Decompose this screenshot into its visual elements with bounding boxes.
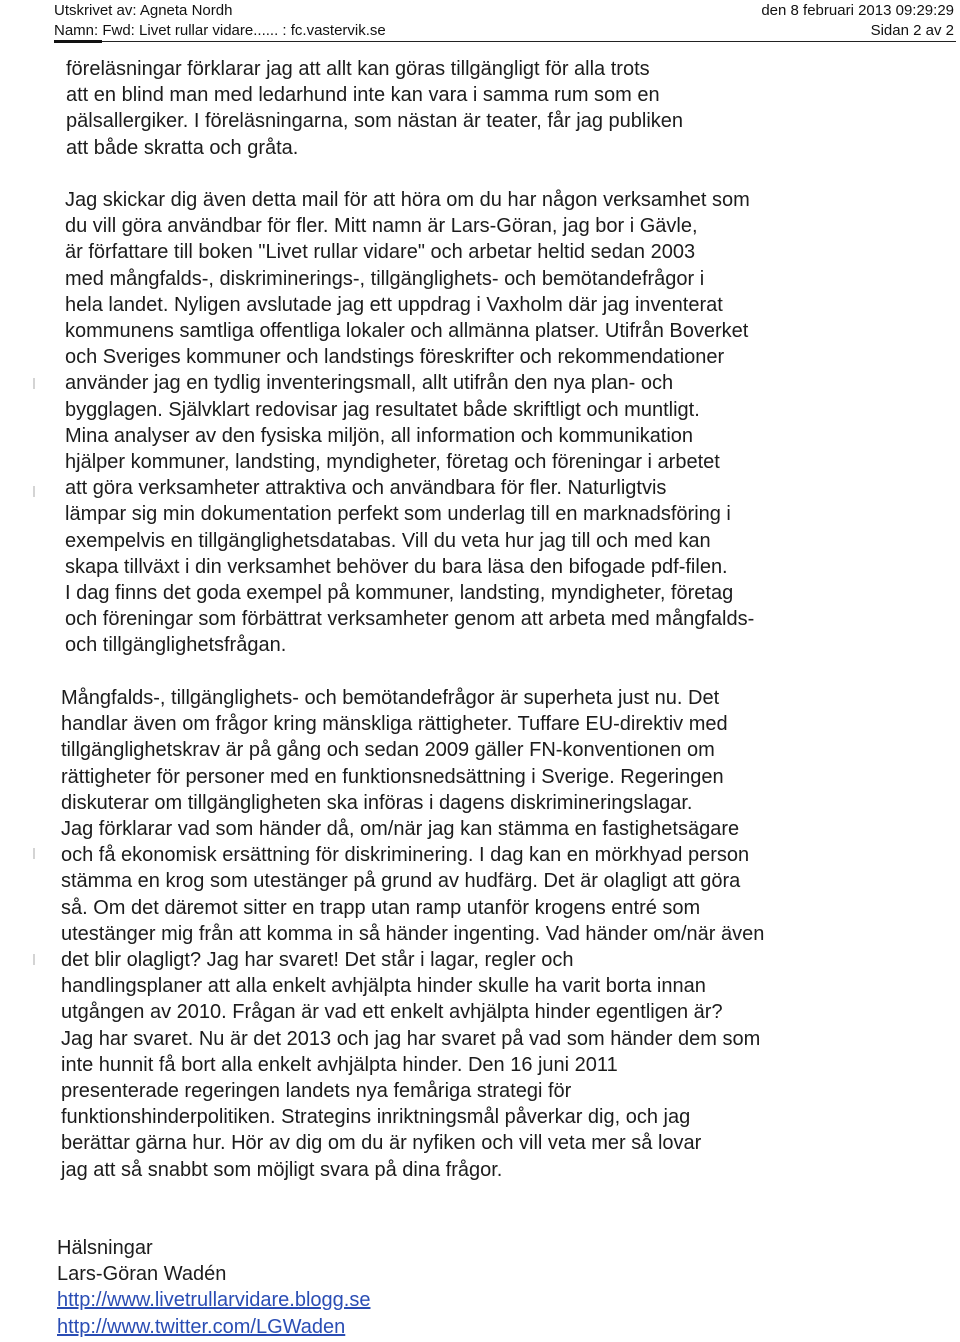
email-subject: Namn: Fwd: Livet rullar vidare...... : fc.vastervik.se xyxy=(54,22,386,39)
text-line: och föreningar som förbättrat verksamheter genom att arbeta med mångfalds- xyxy=(65,608,755,631)
text-line: är författare till boken "Livet rullar vidare" och arbetar heltid sedan 2003 xyxy=(65,241,696,264)
text-line: att både skratta och gråta. xyxy=(66,136,299,159)
text-line: Mångfalds-, tillgänglighets- och bemötandefrågor är superheta just nu. Det xyxy=(61,687,720,709)
text-line: bygglagen. Självklart redovisar jag resultatet både skriftligt och muntligt. xyxy=(65,398,700,421)
text-line: presenterade regeringen landets nya femåriga strategi för xyxy=(61,1080,572,1103)
signature-block xyxy=(57,1235,370,1340)
text-line: att göra verksamheter attraktiva och användbara för fler. Naturligtvis xyxy=(65,477,667,500)
text-line: att en blind man med ledarhund inte kan vara i samma rum som en xyxy=(66,84,660,107)
page-number: Sidan 2 av 2 xyxy=(870,22,954,39)
text-line: utgången av 2010. Frågan är vad ett enkelt avhjälpta hinder egentligen är? xyxy=(61,1001,723,1024)
text-line: rättigheter för personer med en funktionsnedsättning i Sverige. Regeringen xyxy=(61,765,724,788)
text-line: Jag förklarar vad som händer då, om/när jag kan stämma en fastighetsägare xyxy=(61,818,740,841)
paragraph-lectures xyxy=(66,56,683,161)
printed-by: Utskrivet av: Agneta Nordh xyxy=(54,2,233,19)
text-line: exempelvis en tillgänglighetsdatabas. Vill du veta hur jag till och med kan xyxy=(65,529,711,552)
text-line: pälsallergiker. I föreläsningarna, som nästan är teater, får jag publiken xyxy=(66,110,684,133)
text-line: I dag finns det goda exempel på kommuner, landsting, myndigheter, företag xyxy=(65,582,734,605)
signature-name: Lars-Göran Wadén xyxy=(57,1263,227,1286)
text-line: och tillgänglighetsfrågan. xyxy=(65,634,287,657)
signature-greeting: Hälsningar xyxy=(57,1237,153,1259)
text-line: berättar gärna hur. Hör av dig om du är nyfiken och vill veta mer så lovar xyxy=(61,1132,702,1155)
margin-mark xyxy=(33,848,35,859)
text-line: använder jag en tydlig inventeringsmall, allt utifrån den nya plan- och xyxy=(65,372,674,395)
blog-link[interactable]: http://www.livetrullarvidare.blogg.se xyxy=(57,1289,371,1312)
text-line: hjälper kommuner, landsting, myndigheter, företag och föreningar i arbetet xyxy=(65,451,720,474)
text-line: diskuterar om tillgängligheten ska införas i dagens diskrimineringslagar. xyxy=(61,791,693,814)
twitter-link[interactable]: http://www.twitter.com/LGWaden xyxy=(57,1315,346,1338)
text-line: du vill göra användbar för fler. Mitt namn är Lars-Göran, jag bor i Gävle, xyxy=(65,215,698,238)
paragraph-accessibility xyxy=(61,685,764,1183)
header-divider-accent xyxy=(54,40,102,43)
text-line: kommunens samtliga offentliga lokaler och allmänna platser. Utifrån Boverket xyxy=(65,320,749,343)
text-line: utestänger mig från att komma in så händer ingenting. Vad händer om/när även xyxy=(61,922,765,945)
text-line: och Sveriges kommuner och landstings föreskrifter och rekommendationer xyxy=(65,346,725,369)
text-line: Mina analyser av den fysiska miljön, all information och kommunikation xyxy=(65,424,694,447)
margin-mark xyxy=(33,486,35,497)
text-line: hela landet. Nyligen avslutade jag ett uppdrag i Vaxholm där jag inventerat xyxy=(65,293,723,316)
text-line: handlar även om frågor kring mänskliga rättigheter. Tuffare EU-direktiv med xyxy=(61,713,728,736)
text-line: så. Om det däremot sitter en trapp utan ramp utanför krogens entré som xyxy=(61,896,701,919)
text-line: skapa tillväxt i din verksamhet behöver du bara läsa den bifogade pdf-filen. xyxy=(65,555,728,578)
text-line: Jag skickar dig även detta mail för att höra om du har någon verksamhet som xyxy=(65,189,750,211)
margin-mark xyxy=(33,378,35,389)
text-line: med mångfalds-, diskriminerings-, tillgänglighets- och bemötandefrågor i xyxy=(65,267,705,290)
text-line: och få ekonomisk ersättning för diskriminering. I dag kan en mörkhyad person xyxy=(61,844,750,867)
margin-mark xyxy=(33,954,35,965)
text-line: tillgänglighetskrav är på gång och sedan 2009 gäller FN-konventionen om xyxy=(61,739,715,762)
text-line: handlingsplaner att alla enkelt avhjälpta hinder skulle ha varit borta innan xyxy=(61,975,706,998)
paragraph-introduction xyxy=(65,187,754,659)
text-line: lämpar sig min dokumentation perfekt som underlag till en marknadsföring i xyxy=(65,503,731,526)
text-line: Jag har svaret. Nu är det 2013 och jag har svaret på vad som händer dem som xyxy=(61,1027,761,1050)
text-line: stämma en krog som utestänger på grund av hudfärg. Det är olagligt att göra xyxy=(61,870,741,893)
text-line: funktionshinderpolitiken. Strategins inriktningsmål påverkar dig, och jag xyxy=(61,1106,691,1129)
print-datetime: den 8 februari 2013 09:29:29 xyxy=(761,2,954,19)
text-line: inte hunnit få bort alla enkelt avhjälpta hinder. Den 16 juni 2011 xyxy=(61,1053,618,1076)
text-line: det blir olagligt? Jag har svaret! Det står i lagar, regler och xyxy=(61,949,574,972)
text-line: jag att så snabbt som möjligt svara på dina frågor. xyxy=(61,1158,503,1181)
text-line: föreläsningar förklarar jag att allt kan göras tillgängligt för alla trots xyxy=(66,58,650,80)
header-divider xyxy=(54,41,956,42)
